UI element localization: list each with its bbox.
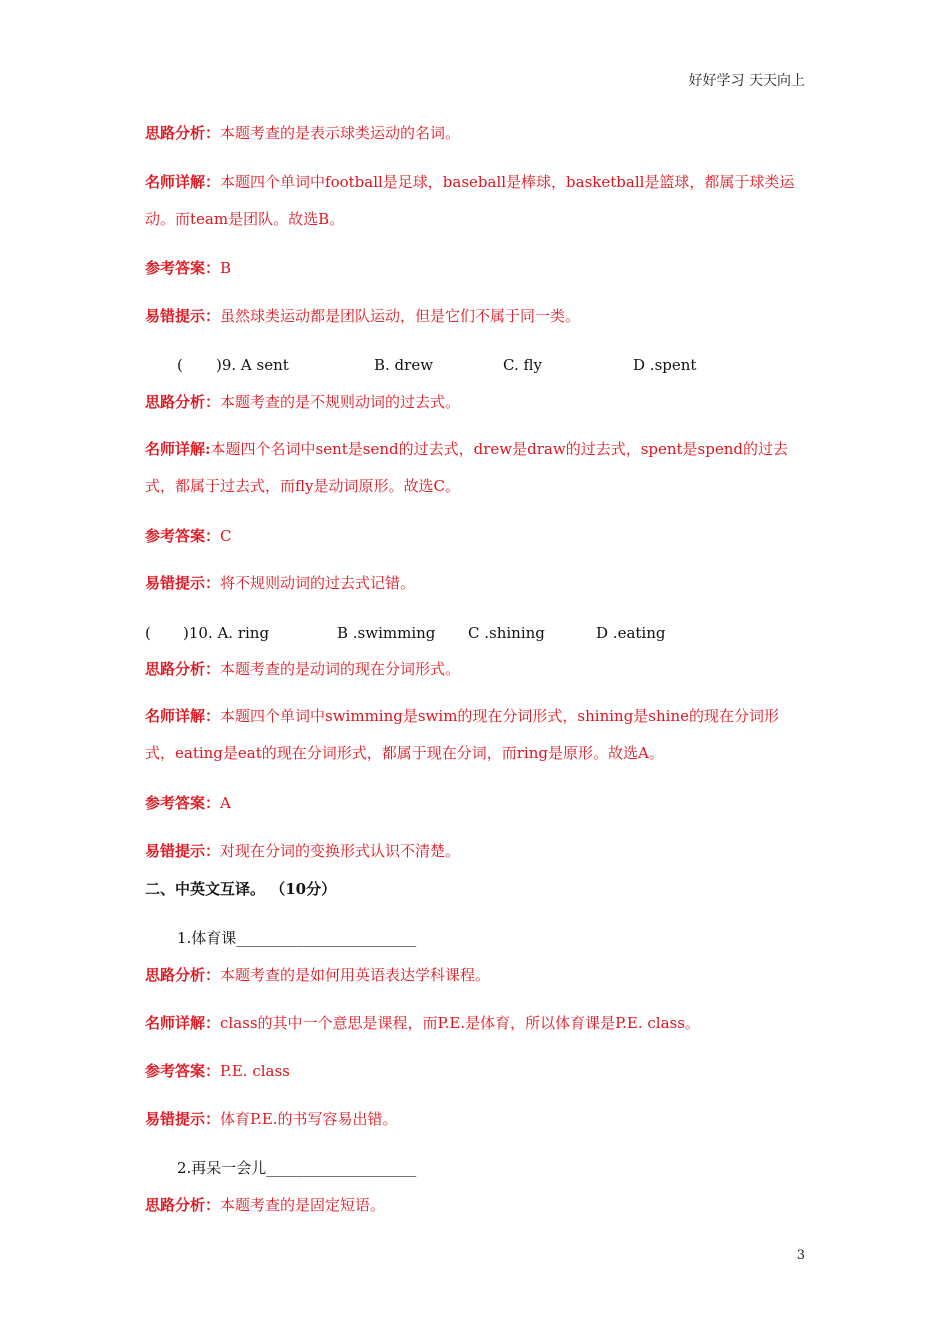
q10-option-b: B .swimming: [337, 624, 436, 642]
translation-prompt-1: 1.体育课________________________: [177, 929, 417, 947]
page-number: 3: [796, 1248, 805, 1263]
answer-1: [145, 258, 231, 278]
translation-prompt-2: 2.再呆一会儿____________________: [177, 1159, 417, 1177]
tip-text: 体育P.E.的书写容易出错。: [220, 1110, 398, 1128]
analysis-4: [145, 965, 490, 985]
q10-option-a: )10. A. ring: [183, 624, 270, 642]
answer-4: [145, 1061, 290, 1081]
answer-3: [145, 793, 231, 813]
explain-text: 本题四个单词中swimming是swim的现在分词形式，shining是shine的现在分词形式，eating是eat的现在分词形式，都属于现在分词，而ring是原形。故选A。: [145, 707, 779, 762]
q10-option-c: C .shining: [468, 624, 545, 642]
answer-label: 参考答案：: [145, 527, 221, 545]
analysis-label: 思路分析：: [145, 393, 221, 411]
answer-label: 参考答案：: [145, 259, 221, 277]
analysis-5: [145, 1195, 385, 1215]
explain-label: 名师详解:: [145, 440, 211, 458]
explain-text: 本题四个单词中football是足球，baseball是棒球，basketball是篮球，都属于球类运动。而team是团队。故选B。: [145, 173, 795, 228]
answer-text: C: [220, 527, 232, 545]
answer-text: B: [220, 259, 232, 277]
tip-2: [145, 573, 415, 593]
tip-label: 易错提示：: [145, 574, 221, 592]
analysis-label: 思路分析：: [145, 124, 221, 142]
analysis-label: 思路分析：: [145, 1196, 221, 1214]
analysis-text: 本题考查的是不规则动词的过去式。: [220, 393, 461, 411]
tip-1: [145, 306, 580, 326]
answer-label: 参考答案：: [145, 1062, 221, 1080]
analysis-text: 本题考查的是表示球类运动的名词。: [220, 124, 461, 142]
analysis-text: 本题考查的是动词的现在分词形式。: [220, 660, 461, 678]
analysis-label: 思路分析：: [145, 660, 221, 678]
tip-text: 对现在分词的变换形式认识不清楚。: [220, 842, 461, 860]
explain-label: 名师详解：: [145, 1014, 221, 1032]
explain-2: [145, 431, 807, 505]
analysis-text: 本题考查的是固定短语。: [220, 1196, 386, 1214]
explain-label: 名师详解：: [145, 707, 221, 725]
explain-label: 名师详解：: [145, 173, 221, 191]
explain-1: [145, 164, 807, 238]
answer-2: [145, 526, 232, 546]
analysis-label: 思路分析：: [145, 966, 221, 984]
analysis-3: [145, 659, 460, 679]
tip-3: [145, 841, 460, 861]
answer-text: A: [220, 794, 231, 812]
explain-3: [145, 698, 807, 772]
explain-4: [145, 1013, 700, 1033]
page-header: 好好学习 天天向上: [688, 73, 805, 89]
explain-text: class的其中一个意思是课程，而P.E.是体育，所以体育课是P.E. class。: [220, 1014, 700, 1032]
answer-label: 参考答案：: [145, 794, 221, 812]
explain-text: 本题四个名词中sent是send的过去式，drew是draw的过去式，spent是spend的过去式，都属于过去式，而fly是动词原形。故选C。: [145, 440, 788, 495]
tip-label: 易错提示：: [145, 307, 221, 325]
q9-paren: (: [177, 356, 183, 374]
tip-text: 将不规则动词的过去式记错。: [220, 574, 416, 592]
tip-label: 易错提示：: [145, 1110, 221, 1128]
section-title: 二、中英文互译。 （10分）: [145, 880, 337, 898]
tip-4: [145, 1109, 398, 1129]
analysis-1: [145, 123, 460, 143]
analysis-text: 本题考查的是如何用英语表达学科课程。: [220, 966, 491, 984]
q9-option-c: C. fly: [503, 356, 542, 374]
q9-option-a: )9. A sent: [216, 356, 289, 374]
answer-text: P.E. class: [220, 1062, 290, 1080]
analysis-2: [145, 392, 460, 412]
q10-paren: (: [145, 624, 151, 642]
tip-text: 虽然球类运动都是团队运动，但是它们不属于同一类。: [220, 307, 581, 325]
tip-label: 易错提示：: [145, 842, 221, 860]
q9-option-b: B. drew: [374, 356, 434, 374]
q9-option-d: D .spent: [633, 356, 697, 374]
q10-option-d: D .eating: [596, 624, 666, 642]
